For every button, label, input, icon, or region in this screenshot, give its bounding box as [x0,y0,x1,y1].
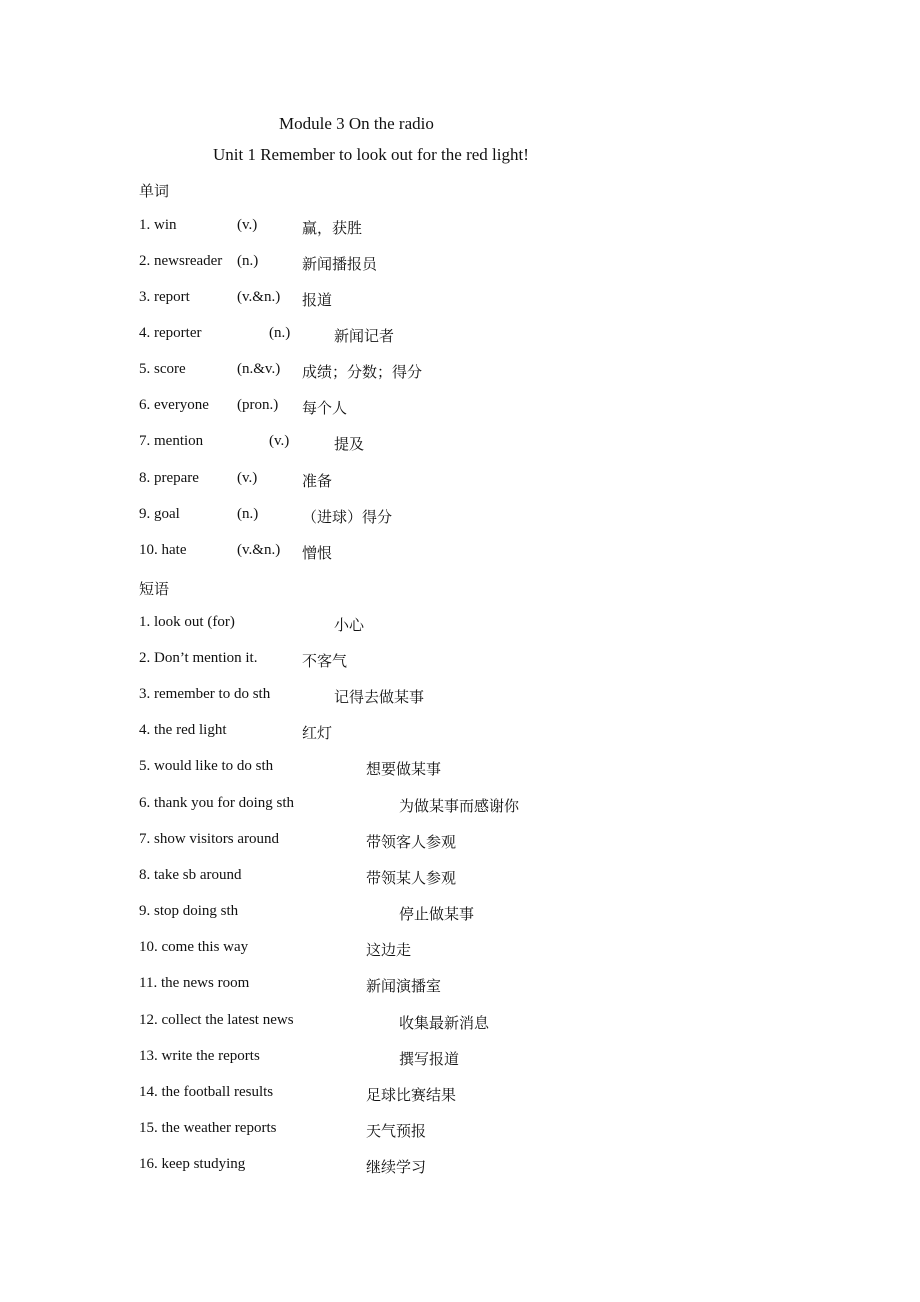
phrase-text: 10. come this way [139,939,249,955]
phrase-meaning: 撰写报道 [399,1052,460,1068]
phrases-section-label: 短语 [139,582,170,598]
word-row [0,397,920,419]
phrase-row [0,1084,920,1106]
unit-title: Unit 1 Remember to look out for the red light! [213,145,529,164]
phrase-meaning: 停止做某事 [399,907,475,923]
word-meaning: （进球）得分 [302,510,393,526]
phrase-meaning: 天气预报 [366,1124,427,1140]
module-title: Module 3 On the radio [279,114,434,133]
word-term: 5. score [139,361,186,377]
phrase-text: 11. the news room [139,975,250,991]
phrase-meaning: 带领某人参观 [366,871,457,887]
phrase-row [0,650,920,672]
word-pos: (v.&n.) [237,289,281,305]
phrase-row [0,1048,920,1070]
word-meaning: 报道 [302,293,333,309]
phrase-meaning: 不客气 [302,654,348,670]
word-term: 7. mention [139,433,204,449]
phrase-row [0,795,920,817]
word-pos: (v.&n.) [237,542,281,558]
phrase-text: 3. remember to do sth [139,686,271,702]
word-meaning: 赢，获胜 [302,221,363,237]
phrase-text: 9. stop doing sth [139,903,239,919]
phrase-row [0,722,920,744]
word-term: 2. newsreader [139,253,223,269]
phrase-meaning: 收集最新消息 [399,1016,490,1032]
phrase-text: 14. the football results [139,1084,274,1100]
phrase-meaning: 想要做某事 [366,762,442,778]
phrase-text: 16. keep studying [139,1156,246,1172]
word-pos: (n.) [237,506,259,522]
word-pos: (pron.) [237,397,279,413]
word-row [0,325,920,347]
phrase-meaning: 红灯 [302,726,333,742]
word-row [0,470,920,492]
phrase-text: 1. look out (for) [139,614,235,630]
word-term: 4. reporter [139,325,202,341]
phrase-row [0,867,920,889]
word-meaning: 成绩；分数；得分 [302,365,423,381]
word-term: 6. everyone [139,397,209,413]
word-row [0,542,920,564]
word-row [0,289,920,311]
word-meaning: 憎恨 [302,546,333,562]
phrase-meaning: 记得去做某事 [334,690,425,706]
phrase-meaning: 小心 [334,618,365,634]
word-row [0,433,920,455]
phrase-row [0,831,920,853]
word-term: 9. goal [139,506,180,522]
phrase-meaning: 带领客人参观 [366,835,457,851]
word-pos: (n.&v.) [237,361,281,377]
phrase-row [0,758,920,780]
phrase-meaning: 新闻演播室 [366,979,442,995]
word-pos: (v.) [269,433,290,449]
word-pos: (v.) [237,217,258,233]
phrase-text: 8. take sb around [139,867,242,883]
word-row [0,253,920,275]
phrase-text: 6. thank you for doing sth [139,795,294,811]
word-row [0,361,920,383]
word-term: 3. report [139,289,190,305]
phrase-meaning: 这边走 [366,943,412,959]
word-row [0,217,920,239]
word-meaning: 每个人 [302,401,348,417]
phrase-text: 2. Don’t mention it. [139,650,258,666]
phrase-meaning: 足球比赛结果 [366,1088,457,1104]
words-section-label: 单词 [139,184,170,200]
phrase-row [0,686,920,708]
phrase-text: 13. write the reports [139,1048,260,1064]
phrase-row [0,614,920,636]
word-meaning: 提及 [334,437,365,453]
phrase-text: 4. the red light [139,722,227,738]
phrase-row [0,903,920,925]
word-pos: (n.) [237,253,259,269]
phrase-meaning: 继续学习 [366,1160,427,1176]
word-meaning: 新闻播报员 [302,257,378,273]
phrase-text: 12. collect the latest news [139,1012,294,1028]
word-meaning: 准备 [302,474,333,490]
word-term: 1. win [139,217,177,233]
phrase-row [0,939,920,961]
word-meaning: 新闻记者 [334,329,395,345]
phrase-text: 15. the weather reports [139,1120,277,1136]
phrase-row [0,1156,920,1178]
phrase-text: 5. would like to do sth [139,758,274,774]
word-row [0,506,920,528]
phrase-row [0,1120,920,1142]
phrase-meaning: 为做某事而感谢你 [399,799,520,815]
phrase-text: 7. show visitors around [139,831,279,847]
word-term: 10. hate [139,542,187,558]
phrase-row [0,975,920,997]
word-pos: (v.) [237,470,258,486]
word-term: 8. prepare [139,470,199,486]
word-pos: (n.) [269,325,291,341]
phrase-row [0,1012,920,1034]
